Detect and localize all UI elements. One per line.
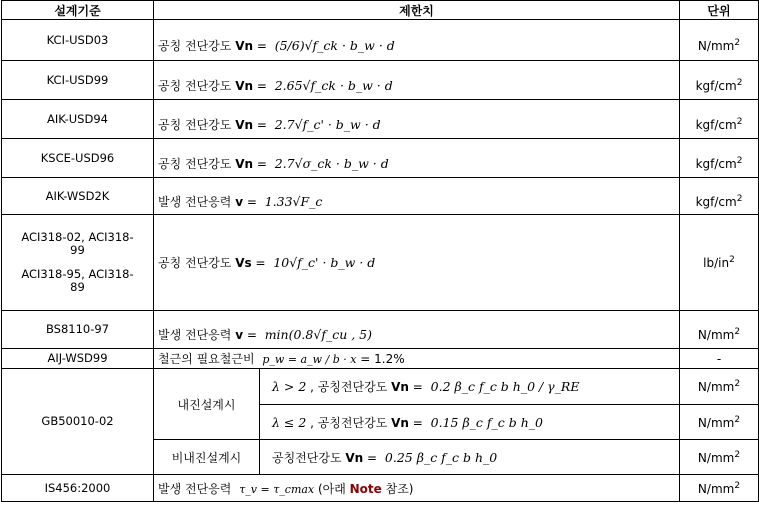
unit-cell: [680, 100, 759, 139]
table-row: [2, 215, 759, 311]
standard-line: ACI318-95, ACI318-: [21, 267, 134, 281]
unit-text: N/mm: [697, 328, 735, 342]
standard-cell: KCI-USD03: [2, 20, 154, 61]
unit-text: kgf/cm: [695, 194, 737, 209]
standard-cell: AIK-USD94: [2, 100, 154, 139]
unit-cell: [680, 405, 759, 440]
standard-cell: KSCE-USD96: [2, 139, 154, 178]
limit-cell: [260, 369, 680, 405]
limit-cell: [154, 215, 680, 311]
formula: τ_v = τ_cmax: [239, 482, 315, 496]
limit-variable: Vn: [391, 415, 409, 430]
unit-cell: [680, 440, 759, 475]
note-link: Note: [349, 481, 382, 496]
paren-open: (아래: [314, 481, 350, 496]
formula: 10√f_c' · b_w · d: [273, 255, 376, 270]
unit-exponent: 2: [734, 449, 741, 460]
limit-cell: [154, 100, 680, 139]
limit-cell: [260, 405, 680, 440]
standard-line: 99: [70, 243, 85, 257]
equals: =: [251, 256, 270, 270]
unit-text: N/mm: [697, 450, 735, 465]
limit-cell: [154, 178, 680, 215]
unit-cell: [680, 475, 759, 502]
table-row: [2, 311, 759, 349]
standard-cell: GB50010-02: [2, 369, 154, 475]
unit-text: N/mm: [697, 481, 735, 496]
limit-cell: [154, 139, 680, 178]
unit-exponent: 2: [736, 116, 743, 127]
equals: =: [363, 450, 381, 465]
limit-cell: [154, 61, 680, 100]
limit-label: , 공칭전단강도: [306, 380, 392, 394]
unit-exponent: 2: [736, 155, 743, 166]
design-criteria-table: [1, 0, 759, 502]
unit-exponent: 2: [734, 379, 741, 389]
unit-exponent: 2: [734, 37, 741, 48]
limit-label: 공칭전단강도: [272, 450, 346, 465]
unit-text: lb/in: [703, 256, 730, 270]
unit-exponent: 2: [734, 327, 741, 337]
unit-exponent: 2: [734, 414, 741, 425]
limit-cell: [260, 440, 680, 475]
standard-line: 89: [70, 280, 85, 294]
limit-label: 공칭 전단강도: [158, 38, 236, 53]
limit-label: 공칭 전단강도: [158, 256, 236, 270]
unit-text: N/mm: [697, 380, 735, 394]
limit-variable: Vs: [235, 256, 252, 270]
limit-cell: [154, 311, 680, 349]
formula: 2.65√f_ck · b_w · d: [274, 77, 393, 93]
unit-exponent: 2: [734, 480, 741, 491]
unit-cell: [680, 20, 759, 61]
unit-cell: [680, 369, 759, 405]
equals: =: [253, 78, 271, 93]
formula: 1.33√F_c: [264, 193, 323, 209]
formula: 2.7√f_c' · b_w · d: [274, 116, 381, 132]
equals: =: [253, 38, 271, 53]
header-unit: 단위: [680, 1, 759, 20]
non-seismic-design-cell: 비내진설계시: [154, 440, 260, 475]
unit-cell: [680, 139, 759, 178]
equals: =: [243, 328, 261, 342]
unit-text: kgf/cm: [695, 156, 737, 171]
formula: 0.25 β_c f_c b h_0: [384, 449, 498, 465]
header-standard: 설계기준: [2, 1, 154, 20]
unit-text: kgf/cm: [695, 117, 737, 132]
table-row: [2, 369, 759, 405]
standard-cell: KCI-USD99: [2, 61, 154, 100]
table-row: [2, 139, 759, 178]
limit-variable: Vn: [235, 38, 254, 53]
limit-variable: Vn: [391, 380, 409, 394]
limit-label: , 공칭전단강도: [306, 415, 392, 430]
table-row: [2, 61, 759, 100]
limit-cell: [154, 349, 680, 369]
condition: λ > 2: [272, 379, 307, 394]
limit-variable: Vn: [235, 78, 254, 93]
equals: =: [243, 194, 261, 209]
header-row: [2, 1, 759, 20]
unit-exponent: 2: [736, 193, 743, 204]
unit-exponent: 2: [736, 77, 743, 88]
formula: 0.15 β_c f_c b h_0: [430, 414, 543, 430]
limit-variable: v: [235, 328, 244, 342]
unit-text: kgf/cm: [695, 78, 737, 93]
limit-label: 공칭 전단강도: [158, 78, 236, 93]
limit-value: = 1.2%: [356, 352, 405, 366]
formula: p_w = a_w / b · x: [262, 353, 357, 366]
limit-cell: [154, 20, 680, 61]
standard-cell: IS456:2000: [2, 475, 154, 502]
table-row: [2, 349, 759, 369]
formula: 0.2 β_c f_c b h_0 / γ_RE: [430, 379, 580, 394]
limit-cell: [154, 475, 680, 502]
formula: (5/6)√f_ck · b_w · d: [274, 37, 395, 53]
limit-label: 공칭 전단강도: [158, 156, 236, 171]
limit-variable: Vn: [345, 450, 364, 465]
limit-variable: Vn: [235, 156, 254, 171]
equals: =: [408, 380, 427, 394]
table-row: [2, 20, 759, 61]
standard-line: ACI318-02, ACI318-: [21, 230, 134, 244]
formula: 2.7√σ_ck · b_w · d: [274, 155, 389, 171]
equals: =: [253, 156, 271, 171]
equals: =: [408, 415, 427, 430]
unit-text: N/mm: [697, 38, 735, 53]
table-row: [2, 475, 759, 502]
unit-exponent: 2: [729, 255, 735, 265]
standard-cell: [2, 215, 154, 311]
seismic-design-cell: 내진설계시: [154, 369, 260, 440]
limit-variable: Vn: [235, 117, 254, 132]
limit-label: 공칭 전단강도: [158, 117, 236, 132]
limit-label: 발생 전단응력: [158, 481, 236, 496]
unit-cell: [680, 61, 759, 100]
table-row: [2, 178, 759, 215]
unit-cell: [680, 178, 759, 215]
equals: =: [253, 117, 271, 132]
formula: min(0.8√f_cu , 5): [264, 327, 373, 342]
standard-cell: BS8110-97: [2, 311, 154, 349]
condition: λ ≤ 2: [272, 414, 307, 430]
limit-label: 발생 전단응력: [158, 328, 236, 342]
standard-cell: AIK-WSD2K: [2, 178, 154, 215]
limit-label: 철근의 필요철근비: [158, 352, 259, 366]
unit-cell: [680, 311, 759, 349]
standard-cell: AIJ-WSD99: [2, 349, 154, 369]
paren-close: 참조): [381, 481, 414, 496]
limit-label: 발생 전단응력: [158, 194, 236, 209]
table-row: [2, 100, 759, 139]
header-limit: 제한치: [154, 1, 680, 20]
unit-text: N/mm: [697, 415, 735, 430]
unit-cell: [680, 215, 759, 311]
unit-cell: -: [680, 349, 759, 369]
limit-variable: v: [235, 194, 244, 209]
